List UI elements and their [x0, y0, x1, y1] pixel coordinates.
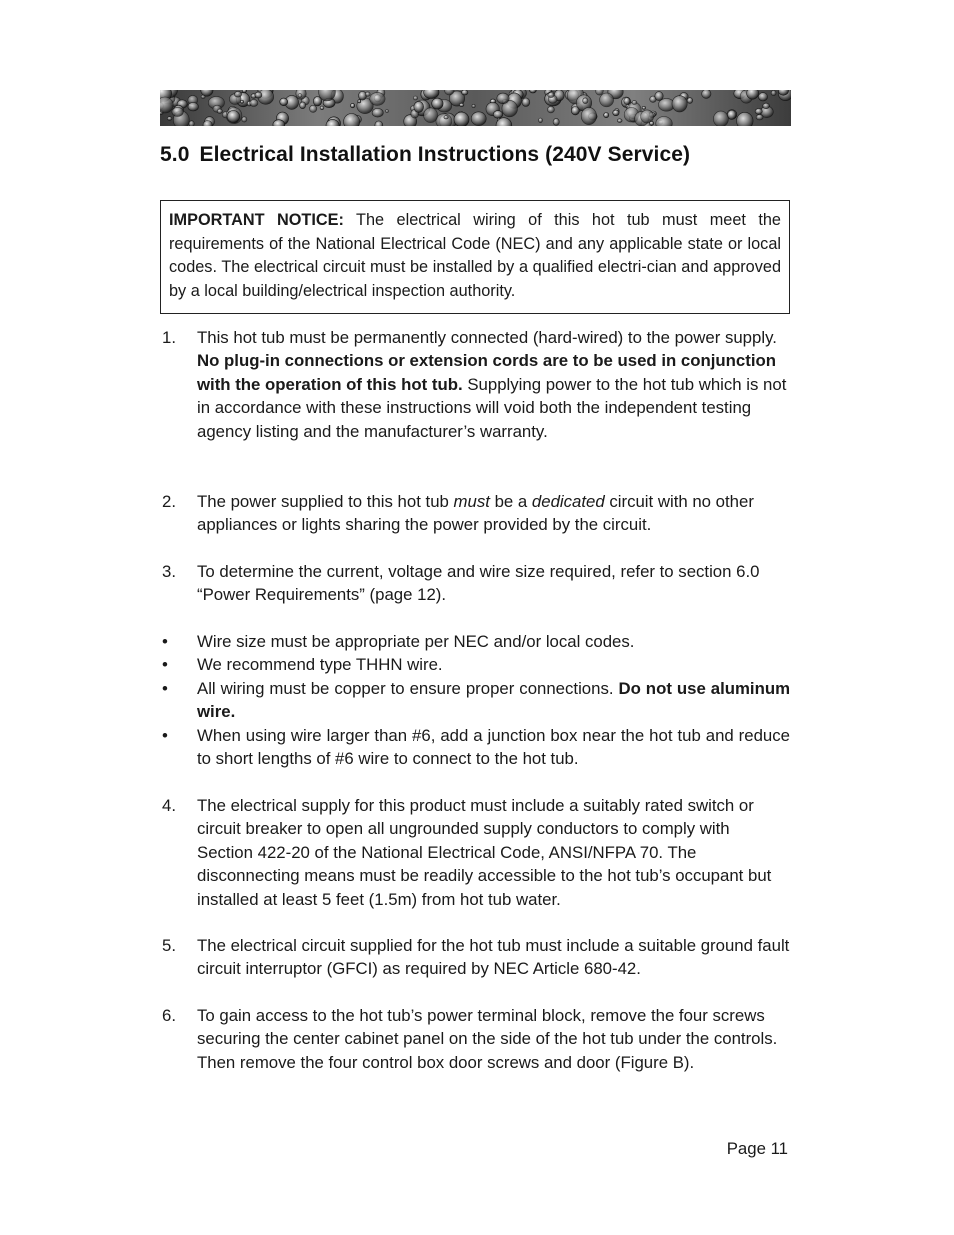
water-droplet [167, 117, 172, 121]
water-droplet [583, 98, 588, 104]
list-item [160, 1004, 790, 1074]
list-item [160, 934, 790, 981]
water-droplet [728, 110, 736, 119]
water-droplet [255, 92, 262, 98]
list-item-text: To determine the current, voltage and wire size required, refer to section 6.0 “Power Requirements” (page 12). [197, 562, 760, 605]
list-item-text [197, 490, 790, 537]
water-droplet [624, 98, 630, 105]
list-marker: 4. [162, 796, 176, 815]
water-droplet-pattern [160, 90, 791, 126]
water-droplet [530, 90, 537, 93]
list-item-text: The electrical circuit supplied for the hot tub must include a suitable ground fault circuit interruptor (GFCI) as required by NEC Article 680-42. [197, 936, 790, 979]
bullet-marker: • [162, 655, 168, 674]
bullet-marker: • [162, 632, 168, 651]
water-droplet [413, 96, 417, 100]
water-droplet [436, 114, 452, 126]
list-marker: 1. [162, 328, 176, 347]
bold-warning: No plug-in connections or extension cords are to be used in conjunction with the operation of this hot tub. [197, 351, 777, 394]
water-droplet [617, 119, 622, 123]
page-number: Page 11 [726, 1139, 788, 1158]
bullet-item [160, 677, 790, 724]
water-droplet [687, 98, 693, 104]
water-droplet [414, 101, 424, 112]
water-droplet [188, 102, 199, 111]
water-droplet [280, 98, 288, 106]
water-droplet [655, 92, 663, 101]
water-droplet [613, 110, 619, 116]
text-run: The power supplied to this hot tub [197, 492, 454, 511]
water-droplet [242, 90, 246, 93]
water-droplet [472, 104, 475, 107]
bullet-item-text: We recommend type THHN wire. [197, 655, 443, 674]
text-run: circuit with no other appliances or lights sharing the power provided by the circuit. [197, 492, 754, 535]
water-droplet [642, 106, 646, 109]
list-item [160, 560, 790, 607]
section-number: 5.0 [160, 143, 190, 166]
water-droplet [300, 102, 306, 109]
water-droplet [604, 113, 609, 118]
water-droplet [240, 100, 243, 103]
water-droplet [493, 111, 503, 119]
water-droplet [600, 93, 614, 107]
water-droplet [755, 109, 762, 115]
water-droplet [351, 103, 355, 107]
important-notice-box [160, 200, 790, 314]
notice-text: The electrical wiring of this hot tub must meet the requirements of the National Electrical Code (NEC) and any applicable state or local codes. The electrical circuit must be installed by a qualified electri-cian and approved by a local building/electrical inspection authority. [169, 211, 781, 300]
water-droplet [763, 103, 770, 109]
water-droplet [454, 112, 469, 126]
text-run: This hot tub must be permanently connected (hard-wired) to the power supply. [197, 328, 777, 347]
water-droplet [548, 93, 555, 98]
water-droplet-banner [160, 90, 791, 126]
bullet-item-text [197, 677, 790, 724]
water-droplet [189, 121, 194, 126]
water-droplet [444, 116, 448, 119]
water-droplet [424, 108, 438, 123]
water-droplet [160, 97, 173, 113]
bullet-item-text: When using wire larger than #6, add a junction box near the hot tub and reduce to short lengths of #6 wire to connect to the hot tub. [197, 726, 790, 769]
water-droplet [432, 98, 443, 109]
water-droplet [672, 96, 687, 112]
text-run: Supplying power to the hot tub which is not in accordance with these instructions will void both the independent testing agency listing and the manufacturer’s warranty. [197, 374, 787, 441]
water-droplet [702, 90, 711, 98]
water-droplet [547, 106, 554, 113]
water-droplet [713, 111, 728, 126]
list-marker: 2. [162, 492, 176, 511]
water-droplet [581, 107, 596, 124]
list-item [160, 326, 790, 443]
water-droplet [497, 93, 509, 104]
water-droplet [553, 118, 559, 125]
water-droplet [758, 93, 767, 101]
water-droplet [234, 91, 241, 97]
water-droplet [250, 100, 258, 107]
water-droplet [756, 114, 763, 120]
water-droplet [365, 92, 370, 96]
water-droplet [632, 101, 637, 105]
water-droplet [227, 111, 240, 123]
bold-warning: Do not use aluminum wire. [197, 679, 790, 722]
notice-label: IMPORTANT NOTICE: [169, 211, 344, 229]
water-droplet [372, 108, 383, 117]
water-droplet [522, 98, 530, 107]
page-title [160, 143, 690, 167]
water-droplet [459, 103, 464, 106]
water-droplet [571, 107, 579, 115]
list-marker: 3. [162, 562, 176, 581]
text-run: All wiring must be copper to ensure proper connections. [197, 679, 619, 698]
list-item-text [197, 326, 790, 443]
water-droplet [172, 107, 183, 116]
text-run: be a [489, 492, 532, 511]
water-droplet [386, 110, 389, 113]
list-marker: 6. [162, 1006, 176, 1025]
water-droplet [217, 109, 222, 114]
bullet-item [160, 653, 790, 676]
bullet-item [160, 724, 790, 771]
water-droplet [370, 92, 385, 105]
bullet-item-text: Wire size must be appropriate per NEC and/or local codes. [197, 632, 635, 651]
water-droplet [771, 90, 776, 95]
bullet-marker: • [162, 726, 168, 745]
italic-emphasis: dedicated [531, 492, 605, 511]
water-droplet [649, 121, 653, 125]
bullet-item [160, 630, 790, 653]
water-droplet [242, 117, 247, 122]
water-droplet [462, 90, 468, 95]
water-droplet [539, 118, 543, 123]
section-title: Electrical Installation Instructions (240V Service) [199, 143, 691, 166]
water-droplet [320, 106, 324, 110]
list-marker: 5. [162, 936, 176, 955]
water-droplet [358, 100, 361, 103]
water-droplet [309, 105, 316, 112]
list-item [160, 490, 790, 537]
water-droplet [471, 112, 486, 126]
list-item-text: The electrical supply for this product must include a suitably rated switch or circuit breaker to open all ungrounded supply conductors to comply with Section 422-20 of the National Electrical Code, ANSI/NFPA 70. The disconnecting means must be readily accessible to the hot tub’s occupant but installed at least 5 feet (1.5m) from hot tub water. [197, 796, 772, 909]
water-droplet [747, 90, 759, 99]
bullet-marker: • [162, 679, 168, 698]
water-droplet [298, 94, 302, 98]
list-item-text: To gain access to the hot tub’s power terminal block, remove the four screws securing the center cabinet panel on the side of the hot tub under the controls. Then remove the four control box door screws and door (Figure B). [197, 1006, 778, 1072]
italic-emphasis: must [453, 492, 490, 511]
list-item [160, 794, 790, 911]
